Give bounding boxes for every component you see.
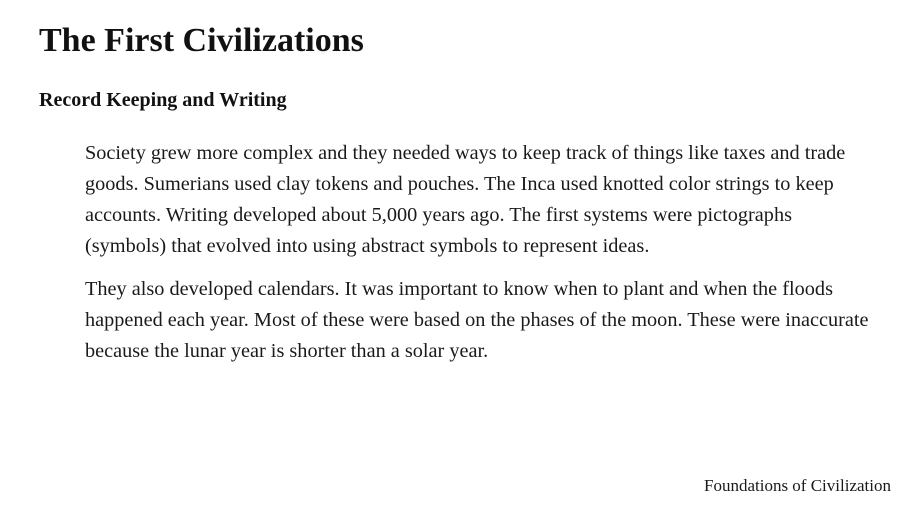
body-paragraph-calendars: They also developed calendars. It was important to know when to plant and when the floods happened each year. Most of these were based on the phases of the moon. These were inaccurate because the lunar year is shorter than a solar year. bbox=[85, 278, 869, 362]
slide-footer: Foundations of Civilization bbox=[704, 476, 891, 495]
body-paragraph-record-keeping: Society grew more complex and they needed ways to keep track of things like taxes and trade goods. Sumerians used clay tokens and pouches. The Inca used knotted color strings to keep accounts. Writing developed about 5,000 years ago. The first systems were pictographs (symbols) that evolved into using abstract symbols to represent ideas. bbox=[85, 142, 846, 257]
slide-title: The First Civilizations bbox=[39, 22, 364, 59]
slide-subtitle: Record Keeping and Writing bbox=[39, 89, 287, 111]
slide-body bbox=[85, 138, 875, 379]
